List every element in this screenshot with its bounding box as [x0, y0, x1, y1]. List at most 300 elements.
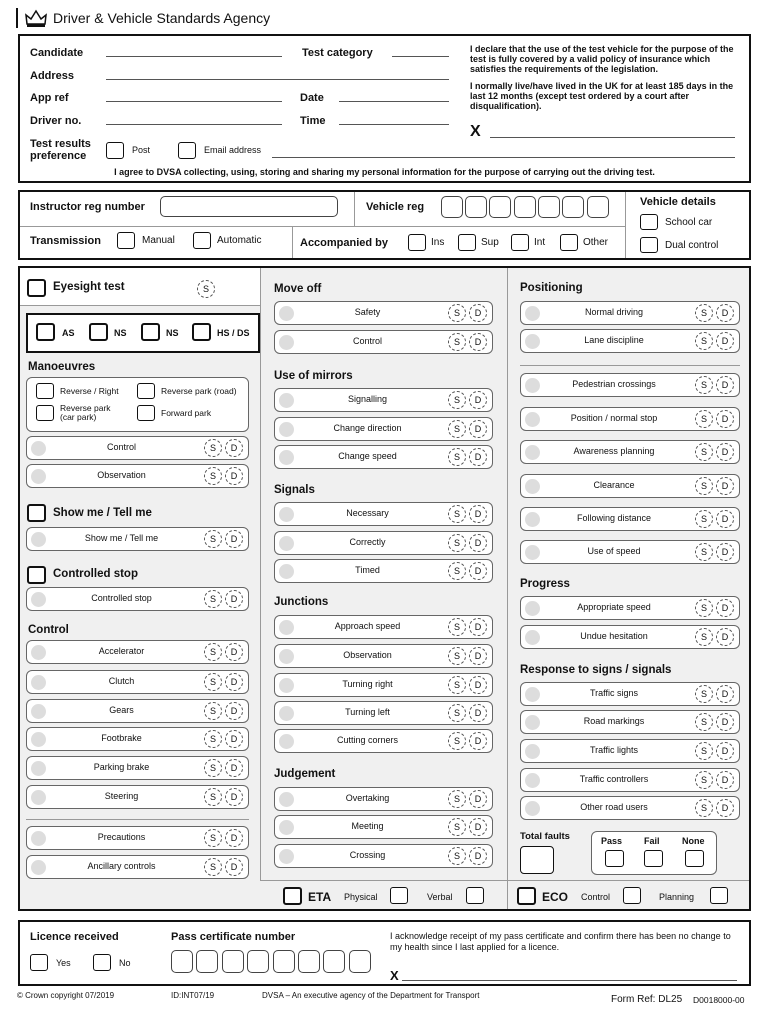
driving-fault-circle[interactable] — [31, 645, 46, 660]
serious-mark[interactable]: S — [448, 304, 466, 322]
driving-fault-circle[interactable] — [279, 620, 294, 635]
fault-label: Ancillary controls — [87, 861, 156, 871]
total-faults-box[interactable] — [520, 846, 554, 874]
eta-checkbox[interactable] — [283, 887, 302, 905]
vehicle-details-label: Vehicle details — [640, 196, 716, 208]
fault-row[interactable] — [520, 625, 740, 649]
showme-checkbox[interactable] — [27, 504, 46, 522]
dangerous-mark[interactable]: D — [716, 685, 734, 703]
pass-cert-box-1[interactable] — [171, 950, 193, 973]
fault-label: Gears — [109, 705, 134, 715]
serious-mark[interactable]: S — [695, 510, 713, 528]
dangerous-mark[interactable]: D — [469, 420, 487, 438]
driving-fault-circle[interactable] — [31, 704, 46, 719]
dangerous-mark[interactable]: D — [225, 730, 243, 748]
time-field[interactable] — [339, 124, 449, 125]
serious-mark[interactable]: S — [204, 467, 222, 485]
dangerous-mark[interactable]: D — [225, 467, 243, 485]
progress-heading: Progress — [520, 578, 570, 590]
driving-fault-circle[interactable] — [279, 564, 294, 579]
serious-mark[interactable]: S — [695, 799, 713, 817]
eyesight-checkbox[interactable] — [27, 279, 46, 297]
fault-row[interactable] — [520, 440, 740, 464]
fault-row[interactable] — [274, 644, 493, 668]
fault-label: Traffic signs — [589, 688, 638, 698]
eco-checkbox[interactable] — [517, 887, 536, 905]
licence-signature-line[interactable] — [402, 980, 737, 981]
serious-mark[interactable]: S — [448, 647, 466, 665]
fault-row[interactable] — [274, 815, 493, 839]
reverse-carpark-label: Reverse park (car park) — [60, 403, 111, 422]
panel-divider-v2 — [507, 268, 508, 909]
dangerous-mark[interactable]: D — [469, 676, 487, 694]
signature-line[interactable] — [490, 137, 735, 138]
dangerous-mark[interactable]: D — [469, 704, 487, 722]
fault-label: Change direction — [333, 423, 402, 433]
serious-mark[interactable]: S — [204, 788, 222, 806]
copyright-text: © Crown copyright 07/2019 — [17, 991, 115, 1000]
dangerous-mark[interactable]: D — [716, 443, 734, 461]
driving-fault-circle[interactable] — [279, 706, 294, 721]
dangerous-mark[interactable]: D — [469, 790, 487, 808]
fault-row[interactable] — [274, 559, 493, 583]
serious-mark[interactable]: S — [695, 304, 713, 322]
fault-label: Necessary — [346, 508, 389, 518]
licence-no-label: No — [119, 958, 131, 968]
email-field[interactable] — [272, 157, 735, 158]
pass-cert-label: Pass certificate number — [171, 931, 296, 943]
fault-label: Signalling — [347, 394, 388, 404]
licence-no-checkbox[interactable] — [93, 954, 111, 971]
none-checkbox[interactable] — [685, 850, 704, 867]
driving-fault-circle[interactable] — [525, 687, 540, 702]
serious-mark[interactable]: S — [448, 790, 466, 808]
serious-mark[interactable]: S — [204, 858, 222, 876]
address-field[interactable] — [106, 79, 449, 80]
driving-fault-circle[interactable] — [31, 761, 46, 776]
driving-fault-circle[interactable] — [525, 378, 540, 393]
eyesight-serious[interactable]: S — [197, 280, 215, 298]
other-checkbox[interactable] — [560, 234, 578, 251]
serious-mark[interactable]: S — [204, 439, 222, 457]
dangerous-mark[interactable]: D — [716, 477, 734, 495]
driving-fault-circle[interactable] — [525, 412, 540, 427]
crown-icon — [24, 8, 48, 28]
dangerous-mark[interactable]: D — [469, 562, 487, 580]
eco-control-checkbox[interactable] — [623, 887, 641, 904]
dual-control-label: Dual control — [665, 240, 719, 251]
dangerous-mark[interactable]: D — [469, 847, 487, 865]
dangerous-mark[interactable]: D — [225, 439, 243, 457]
driving-fault-circle[interactable] — [525, 479, 540, 494]
dangerous-mark[interactable]: D — [716, 713, 734, 731]
controlled-stop-checkbox[interactable] — [27, 566, 46, 584]
hsds-checkbox[interactable] — [192, 323, 211, 341]
vehicle-reg-box-7[interactable] — [587, 196, 609, 218]
dangerous-mark[interactable]: D — [716, 410, 734, 428]
driving-fault-circle[interactable] — [31, 675, 46, 690]
automatic-checkbox[interactable] — [193, 232, 211, 249]
dangerous-mark[interactable]: D — [469, 534, 487, 552]
fault-label: Observation — [343, 650, 392, 660]
fail-checkbox[interactable] — [644, 850, 663, 867]
driving-fault-circle[interactable] — [525, 306, 540, 321]
reverse-carpark-checkbox[interactable] — [36, 405, 54, 421]
signals-heading: Signals — [274, 484, 315, 496]
driving-fault-circle[interactable] — [279, 450, 294, 465]
serious-mark[interactable]: S — [448, 534, 466, 552]
fault-row[interactable] — [26, 727, 249, 751]
fault-row[interactable] — [520, 682, 740, 706]
fault-label: Undue hesitation — [580, 631, 648, 641]
dangerous-mark[interactable]: D — [716, 543, 734, 561]
serious-mark[interactable]: S — [448, 391, 466, 409]
serious-mark[interactable]: S — [448, 618, 466, 636]
fault-row[interactable] — [26, 527, 249, 551]
dangerous-mark[interactable]: D — [716, 304, 734, 322]
driving-fault-circle[interactable] — [279, 335, 294, 350]
fault-row[interactable] — [520, 407, 740, 431]
transmission-label: Transmission — [30, 235, 101, 247]
post-checkbox[interactable] — [106, 142, 124, 159]
fault-label: Clutch — [108, 676, 135, 686]
dangerous-mark[interactable]: D — [225, 673, 243, 691]
dangerous-mark[interactable]: D — [716, 799, 734, 817]
candidate-field[interactable] — [106, 56, 282, 57]
vehicle-divider-v3 — [625, 192, 626, 258]
test-category-field[interactable] — [392, 56, 449, 57]
driving-fault-circle[interactable] — [31, 831, 46, 846]
driving-fault-circle[interactable] — [525, 545, 540, 560]
driving-fault-circle[interactable] — [31, 592, 46, 607]
physical-checkbox[interactable] — [390, 887, 408, 904]
dangerous-mark[interactable]: D — [716, 332, 734, 350]
app-ref-field[interactable] — [106, 101, 282, 102]
pass-cert-box-6[interactable] — [298, 950, 320, 973]
int-checkbox[interactable] — [511, 234, 529, 251]
planning-label: Planning — [659, 892, 695, 902]
serious-mark[interactable]: S — [448, 333, 466, 351]
vehicle-reg-box-2[interactable] — [465, 196, 487, 218]
serious-mark[interactable]: S — [695, 742, 713, 760]
serious-mark[interactable]: S — [695, 410, 713, 428]
dangerous-mark[interactable]: D — [469, 732, 487, 750]
driving-fault-circle[interactable] — [31, 790, 46, 805]
dual-control-checkbox[interactable] — [640, 237, 658, 253]
pass-cert-box-7[interactable] — [323, 950, 345, 973]
driving-fault-circle[interactable] — [279, 507, 294, 522]
serious-mark[interactable]: S — [448, 818, 466, 836]
instructor-input[interactable] — [160, 196, 338, 217]
serious-mark[interactable]: S — [695, 771, 713, 789]
serious-mark[interactable]: S — [204, 829, 222, 847]
email-checkbox[interactable] — [178, 142, 196, 159]
driving-fault-circle[interactable] — [525, 630, 540, 645]
serious-mark[interactable]: S — [695, 332, 713, 350]
serious-mark[interactable]: S — [695, 477, 713, 495]
dangerous-mark[interactable]: D — [225, 759, 243, 777]
forward-park-checkbox[interactable] — [137, 405, 155, 421]
fault-label: Accelerator — [98, 646, 145, 656]
fault-row[interactable] — [520, 768, 740, 792]
serious-mark[interactable]: S — [448, 676, 466, 694]
date-field[interactable] — [339, 101, 449, 102]
vehicle-divider-v1 — [354, 192, 355, 226]
eco-label: ECO — [542, 890, 569, 904]
dangerous-mark[interactable]: D — [469, 333, 487, 351]
pass-cert-box-3[interactable] — [222, 950, 244, 973]
fault-row[interactable] — [520, 596, 740, 620]
pass-cert-box-2[interactable] — [196, 950, 218, 973]
driving-fault-circle[interactable] — [31, 441, 46, 456]
fault-row[interactable] — [274, 787, 493, 811]
manoeuvres-heading: Manoeuvres — [28, 361, 96, 373]
total-faults-label: Total faults — [520, 831, 570, 842]
fault-label: Appropriate speed — [577, 602, 651, 612]
fault-row[interactable] — [274, 417, 493, 441]
fault-row[interactable] — [26, 640, 249, 664]
pass-label: Pass — [601, 836, 623, 846]
vehicle-reg-box-5[interactable] — [538, 196, 560, 218]
fault-label: Control — [352, 336, 382, 346]
fault-row[interactable] — [26, 855, 249, 879]
fault-label: Clearance — [593, 480, 635, 490]
dangerous-mark[interactable]: D — [469, 647, 487, 665]
accompanied-label: Accompanied by — [300, 237, 389, 249]
fault-row[interactable] — [26, 464, 249, 488]
serious-mark[interactable]: S — [204, 673, 222, 691]
dangerous-mark[interactable]: D — [716, 628, 734, 646]
dangerous-mark[interactable]: D — [225, 530, 243, 548]
serious-mark[interactable]: S — [448, 562, 466, 580]
fault-row[interactable] — [520, 301, 740, 325]
fault-label: Position / normal stop — [570, 413, 658, 423]
driving-fault-circle[interactable] — [525, 715, 540, 730]
reverse-right-checkbox[interactable] — [36, 383, 54, 399]
fault-label: Parking brake — [93, 762, 150, 772]
fault-label: Precautions — [97, 832, 146, 842]
driving-fault-circle[interactable] — [31, 469, 46, 484]
dangerous-mark[interactable]: D — [716, 771, 734, 789]
as-checkbox[interactable] — [36, 323, 55, 341]
driving-fault-circle[interactable] — [525, 512, 540, 527]
sup-checkbox[interactable] — [458, 234, 476, 251]
fault-label: Following distance — [576, 513, 652, 523]
vehicle-reg-box-1[interactable] — [441, 196, 463, 218]
serious-mark[interactable]: S — [695, 685, 713, 703]
serious-mark[interactable]: S — [448, 847, 466, 865]
fault-row[interactable] — [274, 673, 493, 697]
fault-label: Lane discipline — [584, 335, 644, 345]
driving-fault-circle[interactable] — [279, 649, 294, 664]
dangerous-mark[interactable]: D — [225, 590, 243, 608]
serious-mark[interactable]: S — [204, 590, 222, 608]
fault-label: Other road users — [580, 802, 648, 812]
results-pref-label: Test results preference — [30, 138, 91, 162]
serious-mark[interactable]: S — [695, 599, 713, 617]
serious-mark[interactable]: S — [448, 448, 466, 466]
verbal-label: Verbal — [427, 892, 453, 902]
driving-fault-circle[interactable] — [31, 732, 46, 747]
fault-row[interactable] — [274, 615, 493, 639]
vehicle-reg-box-4[interactable] — [514, 196, 536, 218]
driving-fault-circle[interactable] — [279, 792, 294, 807]
pass-cert-box-8[interactable] — [349, 950, 371, 973]
verbal-checkbox[interactable] — [466, 887, 484, 904]
fault-row[interactable] — [274, 531, 493, 555]
dangerous-mark[interactable]: D — [225, 788, 243, 806]
move-off-heading: Move off — [274, 283, 322, 295]
fault-label: Footbrake — [101, 733, 142, 743]
email-label: Email address — [204, 145, 262, 155]
fault-row[interactable] — [520, 739, 740, 763]
pass-cert-box-5[interactable] — [273, 950, 295, 973]
dvsa-text: DVSA – An executive agency of the Department for Transport — [262, 991, 480, 1000]
driving-fault-circle[interactable] — [525, 334, 540, 349]
forward-park-label: Forward park — [161, 408, 212, 418]
fault-label: Correctly — [349, 537, 386, 547]
ins-label: Ins — [431, 237, 445, 248]
fault-row[interactable] — [274, 388, 493, 412]
ns-checkbox-1[interactable] — [89, 323, 108, 341]
fault-row[interactable] — [26, 826, 249, 850]
fault-row[interactable] — [26, 785, 249, 809]
post-label: Post — [132, 145, 151, 155]
fault-label: Crossing — [349, 850, 386, 860]
dangerous-mark[interactable]: D — [716, 599, 734, 617]
driving-fault-circle[interactable] — [279, 849, 294, 864]
serious-mark[interactable]: S — [448, 505, 466, 523]
dangerous-mark[interactable]: D — [469, 448, 487, 466]
dangerous-mark[interactable]: D — [469, 818, 487, 836]
vehicle-reg-box-3[interactable] — [489, 196, 511, 218]
serious-mark[interactable]: S — [695, 443, 713, 461]
dangerous-mark[interactable]: D — [469, 304, 487, 322]
sup-label: Sup — [481, 237, 499, 248]
fault-row[interactable] — [274, 301, 493, 325]
driving-fault-circle[interactable] — [279, 820, 294, 835]
candidate-label: Candidate — [30, 47, 84, 59]
hsds-label: HS / DS — [217, 328, 250, 338]
manual-checkbox[interactable] — [117, 232, 135, 249]
fault-label: Use of speed — [587, 546, 641, 556]
fault-label: Observation — [97, 470, 146, 480]
dangerous-mark[interactable]: D — [225, 702, 243, 720]
serious-mark[interactable]: S — [204, 759, 222, 777]
fault-row[interactable] — [26, 436, 249, 460]
fault-row[interactable] — [26, 670, 249, 694]
address-label: Address — [30, 70, 75, 82]
driving-fault-circle[interactable] — [279, 536, 294, 551]
fault-row[interactable] — [520, 507, 740, 531]
driving-fault-circle[interactable] — [279, 678, 294, 693]
test-category-label: Test category — [302, 47, 373, 59]
serious-mark[interactable]: S — [695, 376, 713, 394]
fault-row[interactable] — [520, 710, 740, 734]
serious-mark[interactable]: S — [695, 543, 713, 561]
licence-yes-checkbox[interactable] — [30, 954, 48, 971]
serious-mark[interactable]: S — [204, 702, 222, 720]
fault-row[interactable] — [26, 699, 249, 723]
vehicle-reg-box-6[interactable] — [562, 196, 584, 218]
dangerous-mark[interactable]: D — [716, 376, 734, 394]
dangerous-mark[interactable]: D — [225, 829, 243, 847]
driving-fault-circle[interactable] — [279, 393, 294, 408]
fault-row[interactable] — [274, 729, 493, 753]
app-ref-label: App ref — [30, 92, 69, 104]
fault-row[interactable] — [274, 445, 493, 469]
serious-mark[interactable]: S — [204, 730, 222, 748]
fault-label: Steering — [104, 791, 139, 801]
fault-row[interactable] — [274, 844, 493, 868]
school-car-checkbox[interactable] — [640, 214, 658, 230]
fault-row[interactable] — [520, 373, 740, 397]
dangerous-mark[interactable]: D — [225, 643, 243, 661]
ns-checkbox-2[interactable] — [141, 323, 160, 341]
planning-checkbox[interactable] — [710, 887, 728, 904]
driving-fault-circle[interactable] — [525, 773, 540, 788]
ins-checkbox[interactable] — [408, 234, 426, 251]
physical-label: Physical — [344, 892, 378, 902]
driving-fault-circle[interactable] — [525, 801, 540, 816]
serious-mark[interactable]: S — [448, 704, 466, 722]
serious-mark[interactable]: S — [448, 420, 466, 438]
dangerous-mark[interactable]: D — [225, 858, 243, 876]
driver-no-field[interactable] — [106, 124, 282, 125]
serious-mark[interactable]: S — [695, 713, 713, 731]
serious-mark[interactable]: S — [695, 628, 713, 646]
driving-fault-circle[interactable] — [279, 734, 294, 749]
fault-row[interactable] — [520, 474, 740, 498]
driving-fault-circle[interactable] — [31, 532, 46, 547]
dangerous-mark[interactable]: D — [716, 510, 734, 528]
serious-mark[interactable]: S — [204, 643, 222, 661]
serious-mark[interactable]: S — [448, 732, 466, 750]
pass-cert-box-4[interactable] — [247, 950, 269, 973]
school-car-label: School car — [665, 217, 713, 228]
showme-heading: Show me / Tell me — [53, 507, 152, 519]
driving-fault-circle[interactable] — [525, 445, 540, 460]
driving-fault-circle[interactable] — [279, 422, 294, 437]
instructor-label: Instructor reg number — [30, 201, 145, 213]
fault-row[interactable] — [274, 701, 493, 725]
none-label: None — [682, 836, 705, 846]
fault-row[interactable] — [274, 330, 493, 354]
reverse-road-checkbox[interactable] — [137, 383, 155, 399]
form-ref-text: Form Ref: DL25 — [611, 994, 683, 1005]
driving-fault-circle[interactable] — [279, 306, 294, 321]
fault-row[interactable] — [26, 756, 249, 780]
fault-row[interactable] — [520, 540, 740, 564]
driving-fault-circle[interactable] — [525, 601, 540, 616]
dangerous-mark[interactable]: D — [469, 505, 487, 523]
date-label: Date — [300, 92, 324, 104]
dangerous-mark[interactable]: D — [716, 742, 734, 760]
dangerous-mark[interactable]: D — [469, 391, 487, 409]
fault-row[interactable] — [520, 329, 740, 353]
serious-mark[interactable]: S — [204, 530, 222, 548]
fault-row[interactable] — [520, 796, 740, 820]
manual-label: Manual — [142, 235, 175, 246]
fault-row[interactable] — [274, 502, 493, 526]
driving-fault-circle[interactable] — [31, 860, 46, 875]
form-code-text: D0018000-00 — [693, 995, 745, 1005]
driving-fault-circle[interactable] — [525, 744, 540, 759]
fault-row[interactable] — [26, 587, 249, 611]
dangerous-mark[interactable]: D — [469, 618, 487, 636]
fail-label: Fail — [644, 836, 660, 846]
pass-checkbox[interactable] — [605, 850, 624, 867]
